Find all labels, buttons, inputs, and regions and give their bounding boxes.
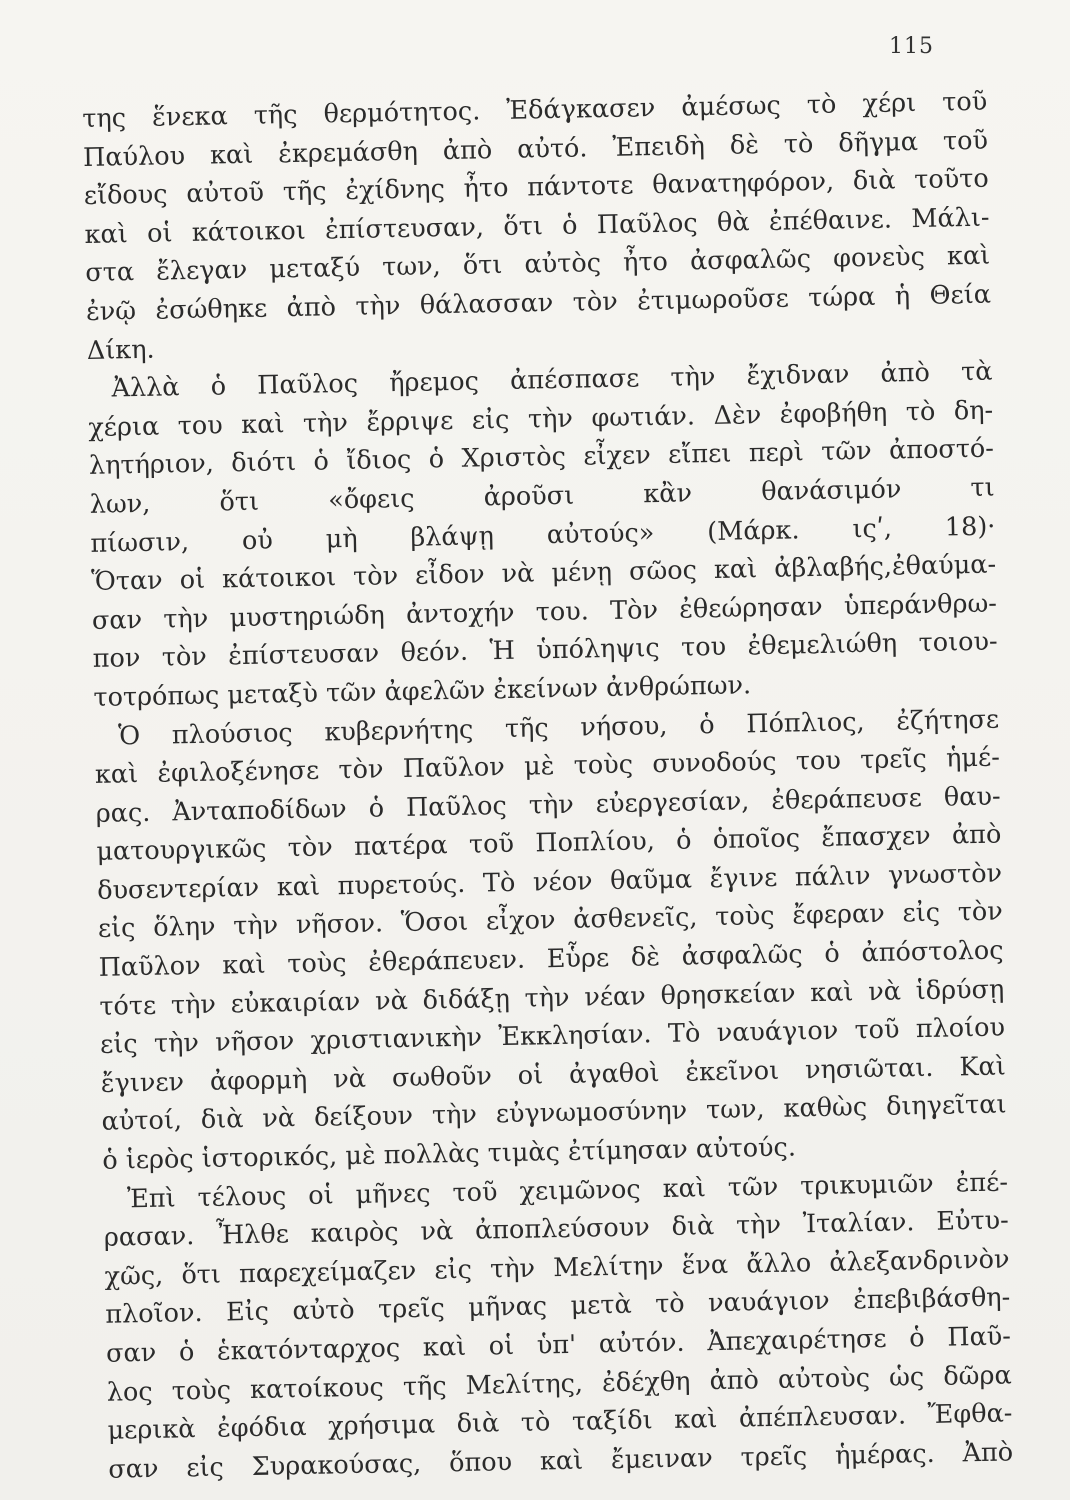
text-line: τότε τὴν εὐκαιρίαν νὰ διδάξῃ τὴν νέαν θρησκείαν καὶ νὰ ἱδρύσῃ: [99, 974, 1005, 1022]
text-line: δυσεντερίαν καὶ πυρετούς. Τὸ νέον θαῦμα ἔγινε πάλιν γνωστὸν: [96, 858, 1003, 906]
text-line: αὐτοί, διὰ νὰ δείξουν τὴν εὐγνωμοσύνην των, καθὼς διηγεῖται: [101, 1089, 1007, 1138]
text-line: ρασαν. Ἦλθε καιρὸς νὰ ἀποπλεύσουν διὰ τὴν Ἰταλίαν. Εὐτυ-: [103, 1205, 1009, 1254]
page-number: 115: [889, 34, 934, 59]
text-line: καὶ ἐφιλοξένησε τὸν Παῦλον μὲ τοὺς συνοδούς του τρεῖς ἡμέ-: [94, 742, 1001, 790]
text-line: λητήριον, διότι ὁ ἴδιος ὁ Χριστὸς εἶχεν εἴπει περὶ τῶν ἀποστό-: [88, 433, 995, 482]
text-line: Ἐπὶ τέλους οἱ μῆνες τοῦ χειμῶνος καὶ τῶν τρικυμιῶν ἐπέ-: [126, 1167, 1009, 1214]
text-line: Ὁ πλούσιος κυβερνήτης τῆς νήσου, ὁ Πόπλιος, ἐζήτησε: [117, 704, 1000, 751]
text-line: εἰς ὅλην τὴν νῆσον. Ὅσοι εἶχον ἀσθενεῖς, τοὺς ἔφεραν εἰς τὸν: [97, 896, 1004, 945]
text-line: λων, ὅτι «ὄφεις ἀροῦσι κἂν θανάσιμόν τι: [89, 472, 995, 520]
text-line: ὁ ἱερὸς ἱστορικός, μὲ πολλὰς τιμὰς ἐτίμησαν αὐτούς.: [102, 1132, 797, 1176]
text-line: σαν εἰς Συρακούσας, ὅπου καὶ ἔμειναν τρεῖς ἡμέρας. Ἀπὸ: [108, 1437, 1014, 1485]
text-line: σαν ὁ ἑκατόνταρχος καὶ οἱ ὑπ' αὐτόν. Ἀπεχαιρέτησε ὁ Παῦ-: [105, 1321, 1012, 1369]
text-line: Ἀλλὰ ὁ Παῦλος ἤρεμος ἀπέσπασε τὴν ἔχιδναν ἀπὸ τὰ: [111, 356, 993, 404]
text-line: Ὅταν οἱ κάτοικοι τὸν εἶδον νὰ μένῃ σῶος καὶ ἀβλαβής,ἐθαύμα-: [90, 549, 997, 598]
text-line: πον τὸν ἐπίστευσαν θεόν. Ἡ ὑπόληψις του ἐθεμελιώθη τοιου-: [92, 626, 998, 675]
text-line: της ἕνεκα τῆς θερμότητος. Ἐδάγκασεν ἀμέσως τὸ χέρι τοῦ: [82, 86, 988, 134]
text-line: σαν τὴν μυστηριώδη ἀντοχήν του. Τὸν ἐθεώρησαν ὑπεράνθρω-: [91, 588, 998, 636]
text-line: λος τοὺς κατοίκους τῆς Μελίτης, ἐδέχθη ἀπὸ αὐτοὺς ὡς δῶρα: [106, 1359, 1012, 1408]
text-line: Παύλου καὶ ἐκρεμάσθη ἀπὸ αὐτό. Ἐπειδὴ δὲ τὸ δῆγμα τοῦ: [82, 125, 989, 173]
text-line: Δίκη.: [86, 334, 155, 366]
text-line: εἰς τὴν νῆσον χριστιανικὴν Ἐκκλησίαν. Τὸ ναυάγιον τοῦ πλοίου: [99, 1012, 1006, 1061]
text-line: στα ἔλεγαν μεταξύ των, ὅτι αὐτὸς ἦτο ἀσφαλῶς φονεὺς καὶ: [85, 240, 991, 289]
text-line: ἐνῷ ἐσώθηκε ἀπὸ τὴν θάλασσαν τὸν ἐτιμωροῦσε τώρα ἡ Θεία: [85, 279, 992, 327]
text-line: χέρια του καὶ τὴν ἔρριψε εἰς τὴν φωτιάν. Δὲν ἐφοβήθη τὸ δη-: [88, 395, 994, 443]
text-line: ρας. Ἀνταποδίδων ὁ Παῦλος τὴν εὐεργεσίαν, ἐθεράπευσε θαυ-: [95, 781, 1001, 829]
text-line: Παῦλον καὶ τοὺς ἐθεράπευεν. Εὗρε δὲ ἀσφαλῶς ὁ ἀπόστολος: [98, 935, 1004, 983]
text-line: εἴδους αὐτοῦ τῆς ἐχίδνης ἦτο πάντοτε θανατηφόρον, διὰ τοῦτο: [83, 163, 989, 212]
text-line: τοτρόπως μεταξὺ τῶν ἀφελῶν ἐκείνων ἀνθρώπων.: [93, 670, 752, 713]
body-text: [82, 83, 1014, 1489]
text-line: πλοῖον. Εἰς αὐτὸ τρεῖς μῆνας μετὰ τὸ ναυάγιον ἐπεβιβάσθη-: [105, 1282, 1011, 1331]
text-line: μερικὰ ἐφόδια χρήσιμα διὰ τὸ ταξίδι καὶ ἀπέπλευσαν. Ἔφθα-: [107, 1398, 1013, 1446]
text-line: ματουργικῶς τὸν πατέρα τοῦ Ποπλίου, ὁ ὁποῖος ἔπασχεν ἀπὸ: [96, 819, 1002, 868]
text-line: πίωσιν, οὐ μὴ βλάψῃ αὐτούς» (Μάρκ. ιςʹ, 18)·: [90, 511, 996, 559]
text-line: χῶς, ὅτι παρεχείμαζεν εἰς τὴν Μελίτην ἕνα ἄλλο ἀλεξανδρινὸν: [104, 1244, 1010, 1292]
text-line: καὶ οἱ κάτοικοι ἐπίστευσαν, ὅτι ὁ Παῦλος θὰ ἐπέθαινε. Μάλι-: [84, 202, 990, 250]
text-line: ἔγινεν ἀφορμὴ νὰ σωθοῦν οἱ ἀγαθοὶ ἐκεῖνοι νησιῶται. Καὶ: [100, 1051, 1007, 1099]
